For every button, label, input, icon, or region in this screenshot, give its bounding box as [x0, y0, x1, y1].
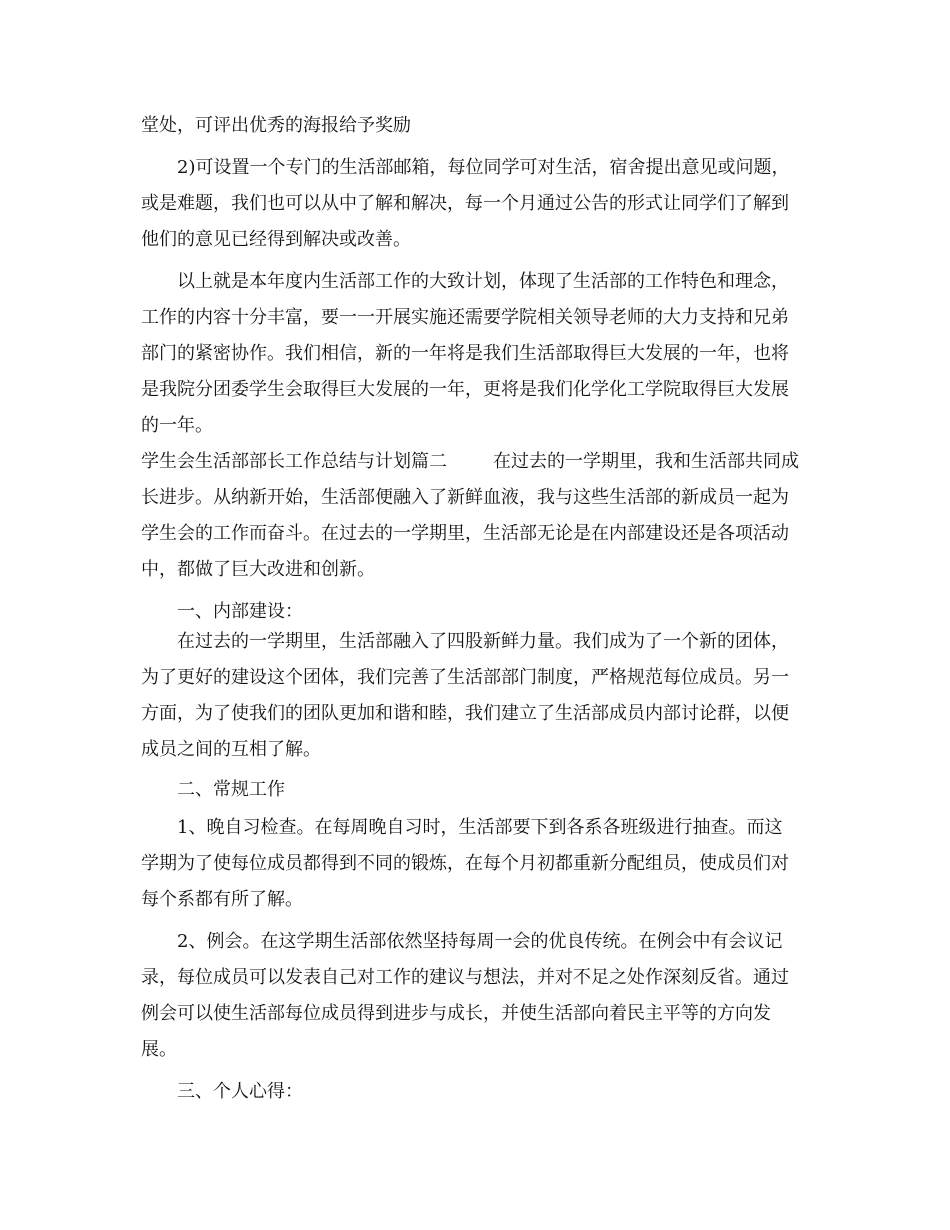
text-line: 以上就是本年度内生活部工作的大致计划，体现了生活部的工作特色和理念， [177, 271, 789, 292]
text-line: 学期为了使每位成员都得到不同的锻炼，在每个月初都重新分配组员，使成员们对 [141, 853, 789, 874]
text-line: 中，都做了巨大改进和创新。 [141, 559, 375, 580]
text-line: 成员之间的互相了解。 [141, 739, 321, 760]
text-line: 2)可设置一个专门的生活部邮箱，每位同学可对生活，宿舍提出意见或问题， [177, 157, 790, 178]
subheading: 二、常规工作 [177, 779, 285, 800]
text-line: 1、晚自习检查。在每周晚自习时，生活部要下到各系各班级进行抽查。而这 [177, 817, 783, 838]
subheading: 三、个人心得： [177, 1081, 303, 1102]
text-line: 学生会的工作而奋斗。在过去的一学期里，生活部无论是在内部建设还是各项活动 [141, 523, 789, 544]
section-title: 学生会生活部部长工作总结与计划篇二 [141, 451, 447, 472]
text-line: 或是难题，我们也可以从中了解和解决，每一个月通过公告的形式让同学们了解到 [141, 193, 789, 214]
text-line: 每个系都有所了解。 [141, 889, 303, 910]
text-line: 2、例会。在这学期生活部依然坚持每周一会的优良传统。在例会中有会议记 [177, 931, 783, 952]
text-line: 长进步。从纳新开始，生活部便融入了新鲜血液，我与这些生活部的新成员一起为 [141, 487, 789, 508]
text-line: 在过去的一学期里，我和生活部共同成 [493, 451, 799, 472]
text-line: 他们的意见已经得到解决或改善。 [141, 229, 411, 250]
text-line: 展。 [141, 1039, 177, 1060]
text-line: 堂处，可评出优秀的海报给予奖励 [141, 115, 411, 136]
text-line: 例会可以使生活部每位成员得到进步与成长，并使生活部向着民主平等的方向发 [141, 1003, 771, 1024]
text-line: 为了更好的建设这个团体，我们完善了生活部部门制度，严格规范每位成员。另一 [141, 667, 789, 688]
text-line: 方面，为了使我们的团队更加和谐和睦，我们建立了生活部成员内部讨论群，以便 [141, 703, 789, 724]
text-line: 录，每位成员可以发表自己对工作的建议与想法，并对不足之处作深刻反省。通过 [141, 967, 789, 988]
text-line: 部门的紧密协作。我们相信，新的一年将是我们生活部取得巨大发展的一年，也将 [141, 343, 789, 364]
text-line: 是我院分团委学生会取得巨大发展的一年，更将是我们化学化工学院取得巨大发展 [141, 379, 789, 400]
subheading: 一、内部建设： [177, 601, 303, 622]
text-line: 在过去的一学期里，生活部融入了四股新鲜力量。我们成为了一个新的团体， [177, 631, 789, 652]
text-line: 的一年。 [141, 415, 213, 436]
text-line: 工作的内容十分丰富，要一一开展实施还需要学院相关领导老师的大力支持和兄弟 [141, 307, 789, 328]
